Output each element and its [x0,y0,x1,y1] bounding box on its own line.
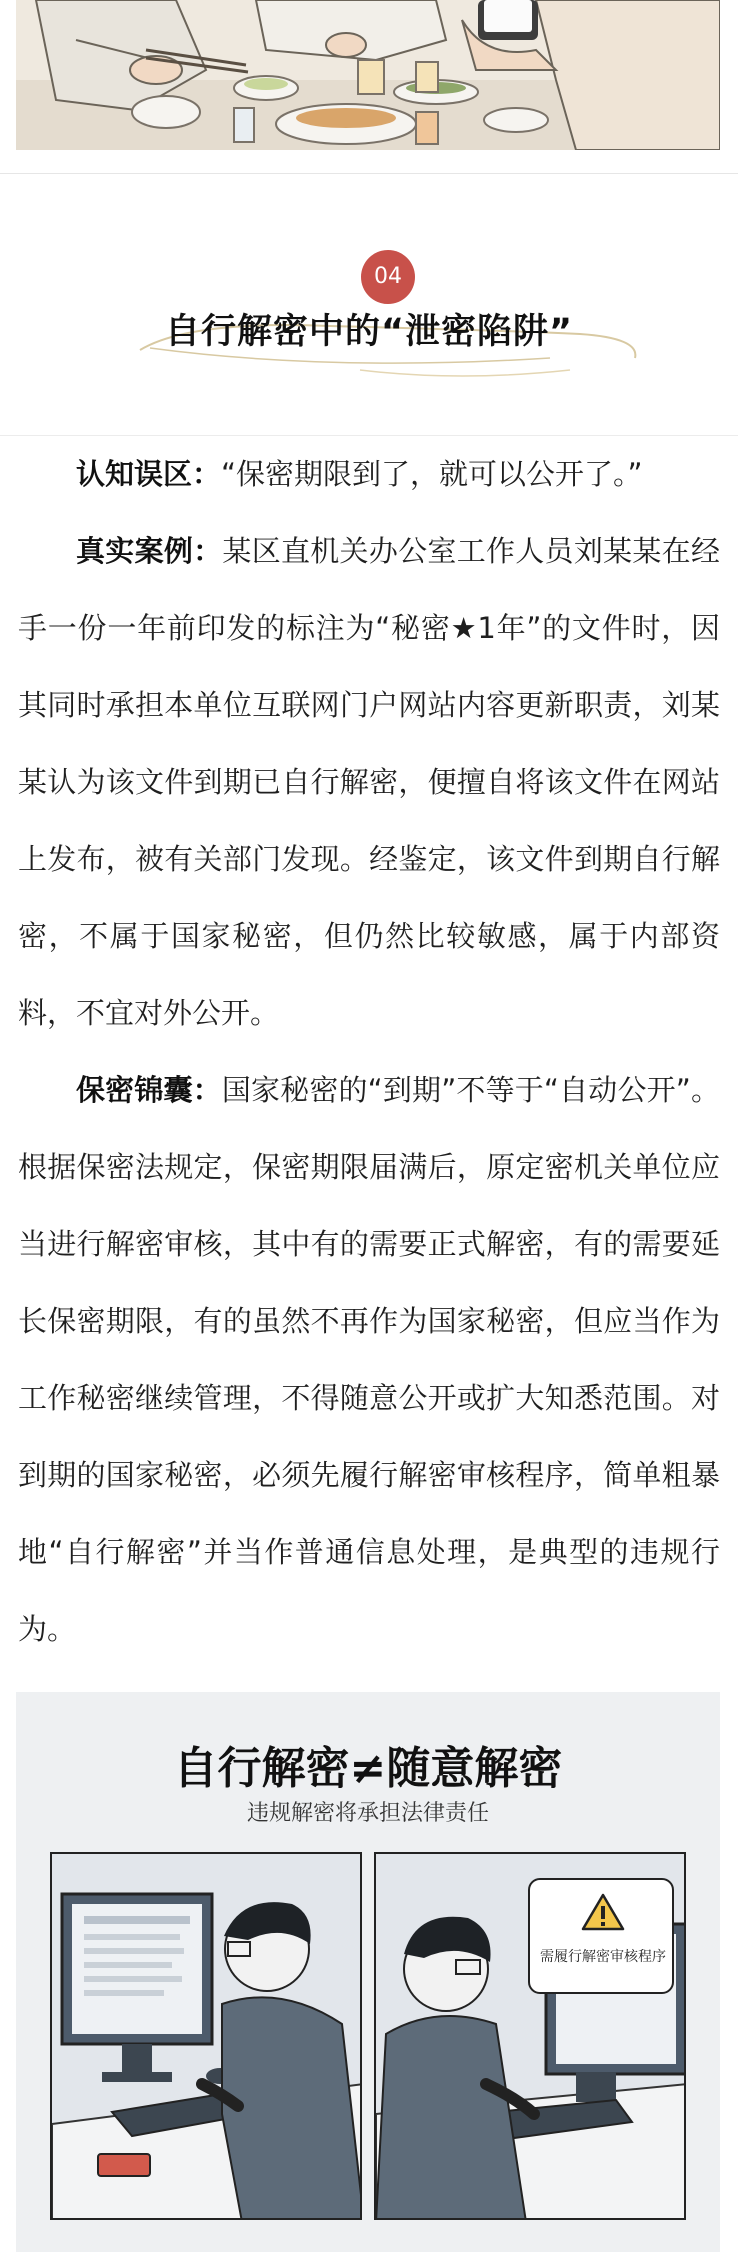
paragraph-misconception [18,436,720,513]
paragraph-text: “保密期限到了，就可以公开了。” [221,457,643,491]
declassification-illustration [16,1692,720,2252]
warning-text: 需履行解密审核程序 [540,1949,666,1965]
paragraph-label: 保密锦囊： [76,1073,222,1107]
dining-illustration [16,0,720,150]
illustration-panel-right [374,1852,686,2220]
paragraph-label: 真实案例： [76,534,223,568]
illustration-panel-left [50,1852,362,2220]
paragraph-tips [18,1052,720,1668]
warning-icon [580,1892,626,1932]
illustration-title: 自行解密≠随意解密 [173,1743,563,1794]
dining-scene-image [16,0,720,150]
article-body [0,436,738,1668]
paragraph-label: 认知误区： [76,457,222,491]
paragraph-text: 国家秘密的“到期”不等于“自动公开”。根据保密法规定，保密期限届满后，原定密机关单位应当进行解密审核，其中有的需要正式解密，有的需要延长保密期限，有的虽然不再作为国家秘密，但应当作为工作秘密继续管理，不得随意公开或扩大知悉范围。对到期的国家秘密，必须先履行解密审核程序，简单粗暴地“自行解密”并当作普通信息处理，是典型的违规行为。 [18,1073,720,1646]
illustration-subtitle: 违规解密将承担法律责任 [246,1801,489,1826]
paragraph-case [18,513,720,1052]
paragraph-text: 某区直机关办公室工作人员刘某某在经手一份一年前印发的标注为“秘密★1年”的文件时，因其同时承担本单位互联网门户网站内容更新职责，刘某某认为该文件到期已自行解密，便擅自将该文件在网站上发布，被有关部门发现。经鉴定，该文件到期自行解密，不属于国家秘密，但仍然比较敏感，属于内部资料，不宜对外公开。 [18,534,720,1030]
person-at-computer-image [52,1854,362,2220]
section-number-badge: 04 [361,250,415,304]
folder-icon [98,2154,150,2176]
section-title: 自行解密中的“泄密陷阱” [164,312,573,352]
warning-bubble [528,1878,674,1994]
top-illustration-card [0,0,738,174]
